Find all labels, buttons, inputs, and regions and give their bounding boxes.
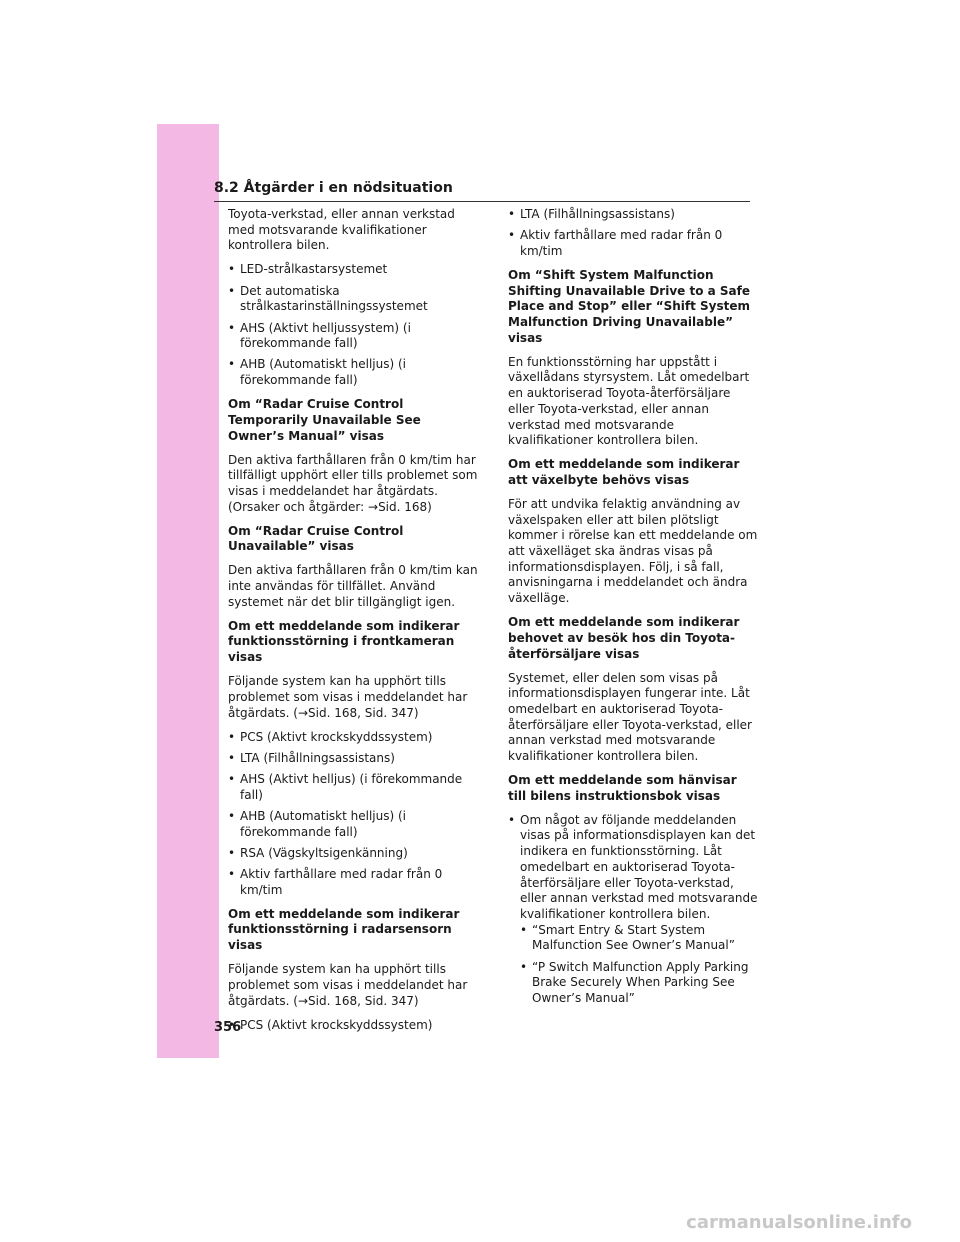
watermark: carmanualsonline.info: [686, 1212, 912, 1233]
list-item: • AHB (Automatiskt helljus) (i förekommande fall): [228, 809, 478, 840]
paragraph: Följande system kan ha upphört tills problemet som visas i meddelandet har åtgärdats. (→Sid. 168, Sid. 347): [228, 674, 468, 720]
page-number: 356: [214, 1020, 242, 1035]
paragraph: Den aktiva farthållaren från 0 km/tim har tillfälligt upphört eller tills problemet som visas i meddelandet har åtgärdats. (Orsaker och åtgärder: →Sid. 168): [228, 452, 478, 514]
subheading: Om “Shift System Malfunction Shifting Unavailable Drive to a Safe Place and Stop” eller “Shift System Malfunction Driving Unavailable” visas: [508, 267, 751, 345]
section-header: 8.2 Åtgärder i en nödsituation: [214, 178, 750, 202]
subheading: Om “Radar Cruise Control Temporarily Unavailable See Owner’s Manual” visas: [228, 397, 421, 443]
paragraph: Toyota-verkstad, eller annan verkstad med motsvarande kvalifikationer kontrollera bilen.: [228, 207, 455, 253]
subheading: Om ett meddelande som indikerar behovet av besök hos din Toyota-återförsäljare visas: [508, 615, 740, 661]
list-item: • Det automatiska strålkastarinställningssystemet: [228, 284, 478, 315]
subheading: Om ett meddelande som hänvisar till bilens instruktionsbok visas: [508, 773, 737, 803]
right-column: [508, 207, 758, 1015]
bullet-list: [508, 207, 758, 260]
list-item: • AHB (Automatiskt helljus) (i förekommande fall): [228, 357, 478, 388]
subheading: Om ett meddelande som indikerar funktionsstörning i frontkameran visas: [228, 618, 460, 665]
dash-sublist: [520, 923, 758, 1007]
list-item: • Aktiv farthållare med radar från 0 km/tim: [508, 228, 758, 259]
paragraph: Den aktiva farthållaren från 0 km/tim kan inte användas för tillfället. Använd systemet när det blir tillgängligt igen.: [228, 563, 478, 609]
paragraph: Systemet, eller delen som visas på informationsdisplayen fungerar inte. Låt omedelbart en auktoriserad Toyota-återförsäljare eller Toyota-verkstad, eller annan verkstad med motsvarande kvalifikationer kontrollera bilen.: [508, 670, 752, 764]
list-item: • Aktiv farthållare med radar från 0 km/tim: [228, 867, 478, 898]
bullet-list: [508, 813, 758, 1007]
list-item: • AHS (Aktivt helljus) (i förekommande fall): [228, 772, 478, 803]
list-item: [508, 813, 758, 1007]
list-item: • PCS (Aktivt krockskyddssystem): [228, 730, 478, 746]
list-item: • LTA (Filhållningsassistans): [228, 751, 478, 767]
bullet-list: [228, 262, 478, 388]
paragraph: En funktionsstörning har uppstått i växellådans styrsystem. Låt omedelbart en auktoriserad Toyota-återförsäljare eller Toyota-verkstad, eller annan verkstad med motsvarande kvalifikationer kontrollera bilen.: [508, 354, 750, 448]
subheading: Om “Radar Cruise Control Unavailable” visas: [228, 523, 404, 554]
subheading: Om ett meddelande som indikerar att växelbyte behövs visas: [508, 457, 740, 487]
bullet-list: [228, 1018, 478, 1034]
bullet-list: [228, 730, 478, 899]
chapter-margin-bar: [157, 124, 219, 1058]
paragraph: För att undvika felaktig användning av växelspaken eller att bilen plötsligt kommer i rörelse kan ett meddelande om att växelläget ska ändras visas på informationsdisplayen. Följ, i så fall, anvisningarna i meddelandet och ändra växelläge.: [508, 496, 758, 606]
paragraph: Följande system kan ha upphört tills problemet som visas i meddelandet har åtgärdats. (→Sid. 168, Sid. 347): [228, 962, 468, 1008]
sublist-item: • “P Switch Malfunction Apply Parking Brake Securely When Parking See Owner’s Manual”: [520, 960, 758, 1007]
list-item: • AHS (Aktivt helljussystem) (i förekommande fall): [228, 321, 478, 352]
left-column: [228, 207, 478, 1042]
list-item: • LED-strålkastarsystemet: [228, 262, 478, 278]
sublist-item: • “Smart Entry & Start System Malfunction See Owner’s Manual”: [520, 923, 758, 954]
list-item: • RSA (Vägskyltsigenkänning): [228, 846, 478, 862]
subheading: Om ett meddelande som indikerar funktionsstörning i radarsensorn visas: [228, 906, 460, 953]
list-item: • PCS (Aktivt krockskyddssystem): [228, 1018, 478, 1034]
list-item: • LTA (Filhållningsassistans): [508, 207, 758, 223]
list-item-text: Om något av följande meddelanden visas på informationsdisplayen kan det indikera en funktionsstörning. Låt omedelbart en auktoriserad Toyota-återförsäljare eller Toyota-verkstad, eller annan verkstad med motsvarande kvalifikationer kontrollera bilen.: [520, 812, 758, 921]
